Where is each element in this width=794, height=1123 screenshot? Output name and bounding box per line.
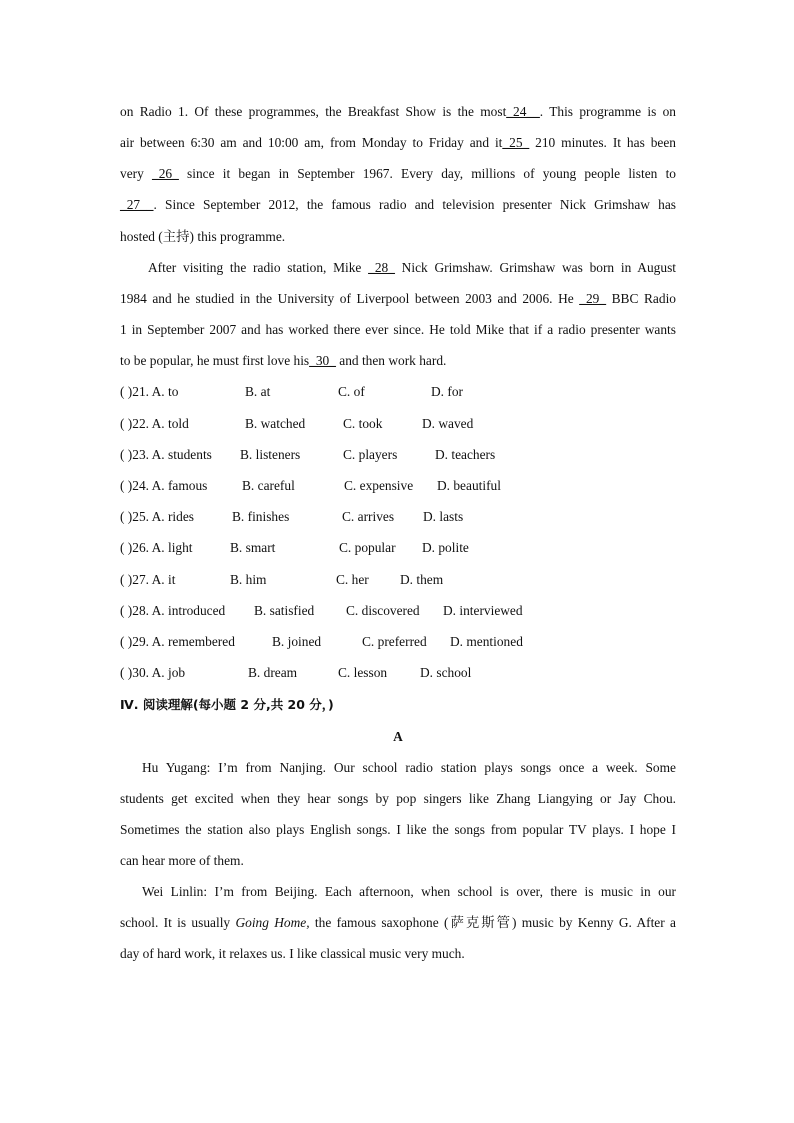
option-c: C. players xyxy=(343,447,398,462)
option-d: D. school xyxy=(420,665,472,680)
blank-25: _25_ xyxy=(502,135,530,150)
passage-text: . Since September 2012, the famous radio and television presenter Nick Grimshaw has xyxy=(153,197,676,212)
reading-line: day of hard work, it relaxes us. I like classical music very much. xyxy=(120,946,465,961)
question-number: ( )26. A. light xyxy=(120,540,193,555)
option-d: D. waved xyxy=(422,416,474,431)
section-heading: Ⅳ. 阅读理解(每小题 2 分,共 20 分，) xyxy=(120,697,334,712)
passage-text: on Radio 1. Of these programmes, the Breakfast Show is the most xyxy=(120,104,507,119)
option-c: C. arrives xyxy=(342,509,395,524)
option-c: C. discovered xyxy=(346,603,420,618)
option-c: C. popular xyxy=(339,540,396,555)
option-b: B. listeners xyxy=(240,447,301,462)
passage-text: and then work hard. xyxy=(335,353,447,368)
option-b: B. at xyxy=(245,384,271,399)
reading-line: Hu Yugang: I’m from Nanjing. Our school radio station plays songs once a week. Some xyxy=(142,760,676,775)
passage-text: 1984 and he studied in the University of Liverpool between 2003 and 2006. He xyxy=(120,291,580,306)
song-title: Going Home, xyxy=(235,915,310,930)
question-number: ( )28. A. introduced xyxy=(120,603,226,618)
passage-text: BBC Radio xyxy=(606,291,676,306)
passage-line xyxy=(120,351,676,371)
passage-text: air between 6:30 am and 10:00 am, from Monday to Friday and it xyxy=(120,135,503,150)
option-c: C. took xyxy=(343,416,383,431)
passage-line: 1 in September 2007 and has worked there ever since. He told Mike that if a radio presenter wants xyxy=(120,322,676,337)
passage-line xyxy=(120,164,676,184)
blank-28: _28_ xyxy=(368,260,395,275)
blank-29: _29_ xyxy=(579,291,607,306)
passage-text: After visiting the radio station, Mike xyxy=(148,260,369,275)
option-b: B. dream xyxy=(248,665,298,680)
option-b: B. joined xyxy=(272,634,322,649)
reading-line: can hear more of them. xyxy=(120,853,244,868)
option-d: D. interviewed xyxy=(443,603,523,618)
option-b: B. smart xyxy=(230,540,276,555)
passage-line xyxy=(120,102,676,122)
passage-line: hosted (主持) this programme. xyxy=(120,229,286,244)
passage-line xyxy=(120,133,676,153)
reading-line: Sometimes the station also plays English songs. I like the songs from popular TV plays. I hope I xyxy=(120,822,676,837)
reading-text: school. It is usually xyxy=(120,915,236,930)
passage-text: very xyxy=(120,166,153,181)
option-d: D. beautiful xyxy=(437,478,501,493)
passage-a-title: A xyxy=(393,729,403,744)
option-b: B. satisfied xyxy=(254,603,315,618)
option-b: B. finishes xyxy=(232,509,290,524)
option-d: D. lasts xyxy=(423,509,464,524)
reading-line: Wei Linlin: I’m from Beijing. Each afternoon, when school is over, there is music in our xyxy=(142,884,676,899)
question-number: ( )25. A. rides xyxy=(120,509,195,524)
option-d: D. for xyxy=(431,384,463,399)
question-number: ( )29. A. remembered xyxy=(120,634,235,649)
passage-text: 210 minutes. It has been xyxy=(529,135,676,150)
option-d: D. mentioned xyxy=(450,634,523,649)
passage-text: since it began in September 1967. Every day, millions of young people listen to xyxy=(178,166,676,181)
option-d: D. teachers xyxy=(435,447,496,462)
question-number: ( )30. A. job xyxy=(120,665,186,680)
option-b: B. him xyxy=(230,572,267,587)
reading-line xyxy=(120,913,676,933)
option-c: C. preferred xyxy=(362,634,427,649)
option-c: C. lesson xyxy=(338,665,388,680)
passage-line xyxy=(120,195,676,215)
blank-27: _27__ xyxy=(120,197,154,212)
passage-line xyxy=(120,289,676,309)
passage-text: Nick Grimshaw. Grimshaw was born in August xyxy=(394,260,676,275)
blank-26: _26_ xyxy=(152,166,179,181)
reading-line: students get excited when they hear songs by pop singers like Zhang Liangying or Jay Chou. xyxy=(120,791,676,806)
question-number: ( )27. A. it xyxy=(120,572,176,587)
question-number: ( )23. A. students xyxy=(120,447,212,462)
option-b: B. careful xyxy=(242,478,295,493)
passage-line xyxy=(120,258,676,278)
question-number: ( )21. A. to xyxy=(120,384,179,399)
option-c: C. expensive xyxy=(344,478,414,493)
option-b: B. watched xyxy=(245,416,306,431)
passage-text: . This programme is on xyxy=(539,104,676,119)
passage-text: to be popular, he must first love his xyxy=(120,353,310,368)
question-number: ( )24. A. famous xyxy=(120,478,208,493)
option-c: C. of xyxy=(338,384,365,399)
blank-24: _24__ xyxy=(506,104,540,119)
option-c: C. her xyxy=(336,572,369,587)
blank-30: _30_ xyxy=(309,353,336,368)
reading-text: the famous saxophone (萨克斯管) music by Kenny G. After a xyxy=(309,915,676,930)
question-number: ( )22. A. told xyxy=(120,416,189,431)
option-d: D. them xyxy=(400,572,444,587)
option-d: D. polite xyxy=(422,540,469,555)
